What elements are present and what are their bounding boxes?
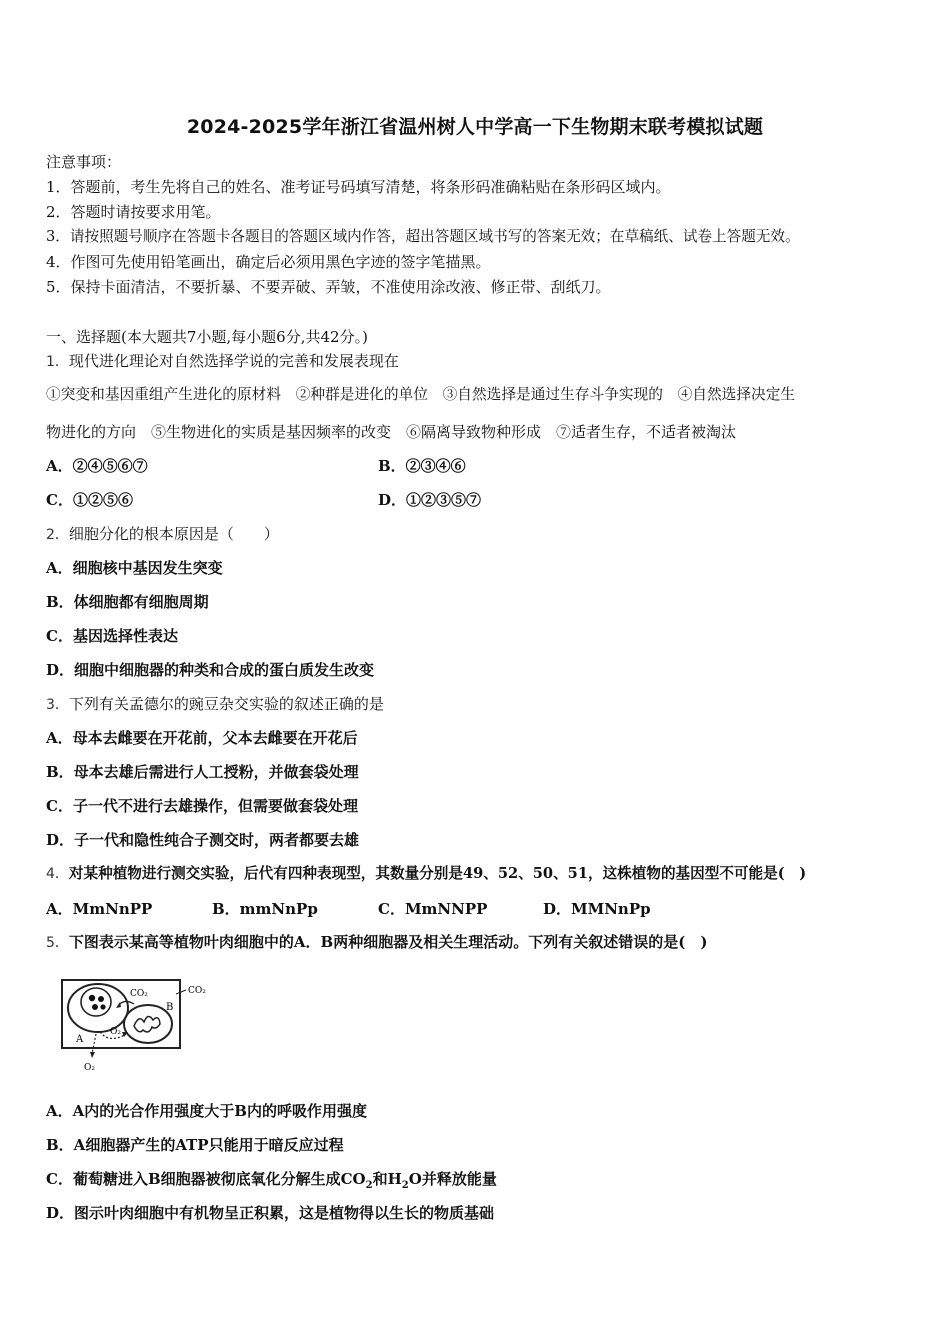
q5-option-a[interactable]: A．A内的光合作用强度大于B内的呼吸作用强度 (46, 1102, 367, 1120)
label-o2-inner: O₂ (110, 1027, 121, 1037)
chloroplast-inner (81, 988, 111, 1016)
granum (89, 995, 95, 1001)
arrowhead (90, 1052, 95, 1058)
organelle-diagram (56, 968, 216, 1080)
question-number: 1． (46, 354, 69, 370)
question-stem: 下图表示某高等植物叶肉细胞中的A．B两种细胞器及相关生理活动。下列有关叙述错误的是( ) (68, 933, 708, 951)
question-1 (46, 351, 399, 372)
question-2 (46, 524, 279, 545)
q2-option-c[interactable]: C．基因选择性表达 (46, 627, 178, 645)
notice-item: 4．作图可先使用铅笔画出，确定后必须用黑色字迹的签字笔描黑。 (46, 253, 491, 271)
q4-option-c[interactable]: C．MmNNPP (378, 900, 488, 918)
q2-option-a[interactable]: A．细胞核中基因发生突变 (46, 559, 223, 577)
question-stem: 现代进化理论对自然选择学说的完善和发展表现在 (68, 352, 399, 370)
question-5 (46, 932, 707, 953)
page-title: 2024-2025学年浙江省温州树人中学高一下生物期末联考模拟试题 (186, 116, 764, 138)
q2-option-b[interactable]: B．体细胞都有细胞周期 (46, 593, 209, 611)
notice-item: 5．保持卡面清洁，不要折暴、不要弄破、弄皱，不准使用涂改液、修正带、刮纸刀。 (46, 278, 611, 296)
notice-item: 3．请按照题号顺序在答题卡各题目的答题区域内作答，超出答题区域书写的答案无效；在草稿纸、试卷上答题无效。 (46, 228, 800, 245)
q4-option-b[interactable]: B．mmNnPp (212, 900, 318, 918)
subscript: 2 (365, 1180, 373, 1191)
organelle-b-mitochondrion (124, 1005, 172, 1043)
label-b: B (166, 1002, 174, 1013)
label-co2-outer: CO₂ (188, 986, 206, 996)
question-number: 4． (46, 866, 69, 882)
granum (98, 996, 104, 1002)
label-a: A (76, 1034, 84, 1045)
q2-option-d[interactable]: D．细胞中细胞器的种类和合成的蛋白质发生改变 (46, 661, 375, 679)
notice-item: 2．答题时请按要求用笔。 (46, 203, 221, 221)
q1-option-d[interactable]: D．①②③⑤⑦ (378, 491, 482, 509)
cristae (134, 1016, 160, 1031)
q3-option-d[interactable]: D．子一代和隐性纯合子测交时，两者都要去雄 (46, 831, 360, 849)
option-text: O并释放能量 (408, 1170, 497, 1188)
granum (100, 1004, 105, 1009)
option-text: 和H (372, 1170, 402, 1188)
q4-option-d[interactable]: D．MMNnPp (543, 900, 651, 918)
q5-option-b[interactable]: B．A细胞器产生的ATP只能用于暗反应过程 (46, 1136, 344, 1154)
question-stem: 对某种植物进行测交实验，后代有四种表现型，其数量分别是49、52、50、51，这株植物的基因型不可能是( ) (68, 865, 807, 882)
q3-option-b[interactable]: B．母本去雄后需进行人工授粉，并做套袋处理 (46, 763, 359, 781)
label-o2-outer: O₂ (84, 1063, 95, 1073)
q1-option-c[interactable]: C．①②⑤⑥ (46, 491, 133, 509)
section-heading: 一、选择题(本大题共7小题,每小题6分,共42分。) (46, 328, 368, 346)
q4-option-a[interactable]: A．MmNnPP (46, 900, 153, 918)
notice-item: 1．答题前，考生先将自己的姓名、准考证号码填写清楚，将条形码准确粘贴在条形码区域内。 (46, 178, 671, 196)
q1-option-b[interactable]: B．②③④⑥ (378, 457, 466, 475)
organelle-a-chloroplast (68, 984, 128, 1032)
question-stem: 下列有关孟德尔的豌豆杂交实验的叙述正确的是 (68, 695, 384, 713)
o2-out-arrow (92, 1034, 96, 1054)
question-3 (46, 694, 384, 715)
q5-option-d[interactable]: D．图示叶肉细胞中有机物呈正积累，这是植物得以生长的物质基础 (46, 1204, 495, 1222)
question-4 (46, 864, 806, 884)
question-number: 2． (46, 527, 69, 543)
q3-option-a[interactable]: A．母本去雌要在开花前，父本去雌要在开花后 (46, 729, 358, 747)
question-1-statements-line-1: ①突变和基因重组产生进化的原材料 ②种群是进化的单位 ③自然选择是通过生存斗争实现的 ④自然选择决定生 (46, 386, 796, 403)
label-co2-inner: CO₂ (130, 989, 148, 999)
granum (92, 1004, 98, 1010)
notice-heading: 注意事项： (46, 153, 122, 171)
q1-option-a[interactable]: A．②④⑤⑥⑦ (46, 457, 148, 475)
q5-option-c[interactable] (46, 1169, 497, 1189)
question-stem: 细胞分化的根本原因是（ ） (68, 525, 279, 543)
question-number: 5． (46, 935, 69, 951)
question-number: 3． (46, 697, 69, 713)
subscript: 2 (401, 1180, 409, 1191)
option-text: C．葡萄糖进入B细胞器被彻底氧化分解生成CO (46, 1170, 366, 1188)
question-1-statements-line-2: 物进化的方向 ⑤生物进化的实质是基因频率的改变 ⑥隔离导致物种形成 ⑦适者生存，不适者被淘汰 (46, 423, 737, 441)
q3-option-c[interactable]: C．子一代不进行去雄操作，但需要做套袋处理 (46, 797, 358, 815)
